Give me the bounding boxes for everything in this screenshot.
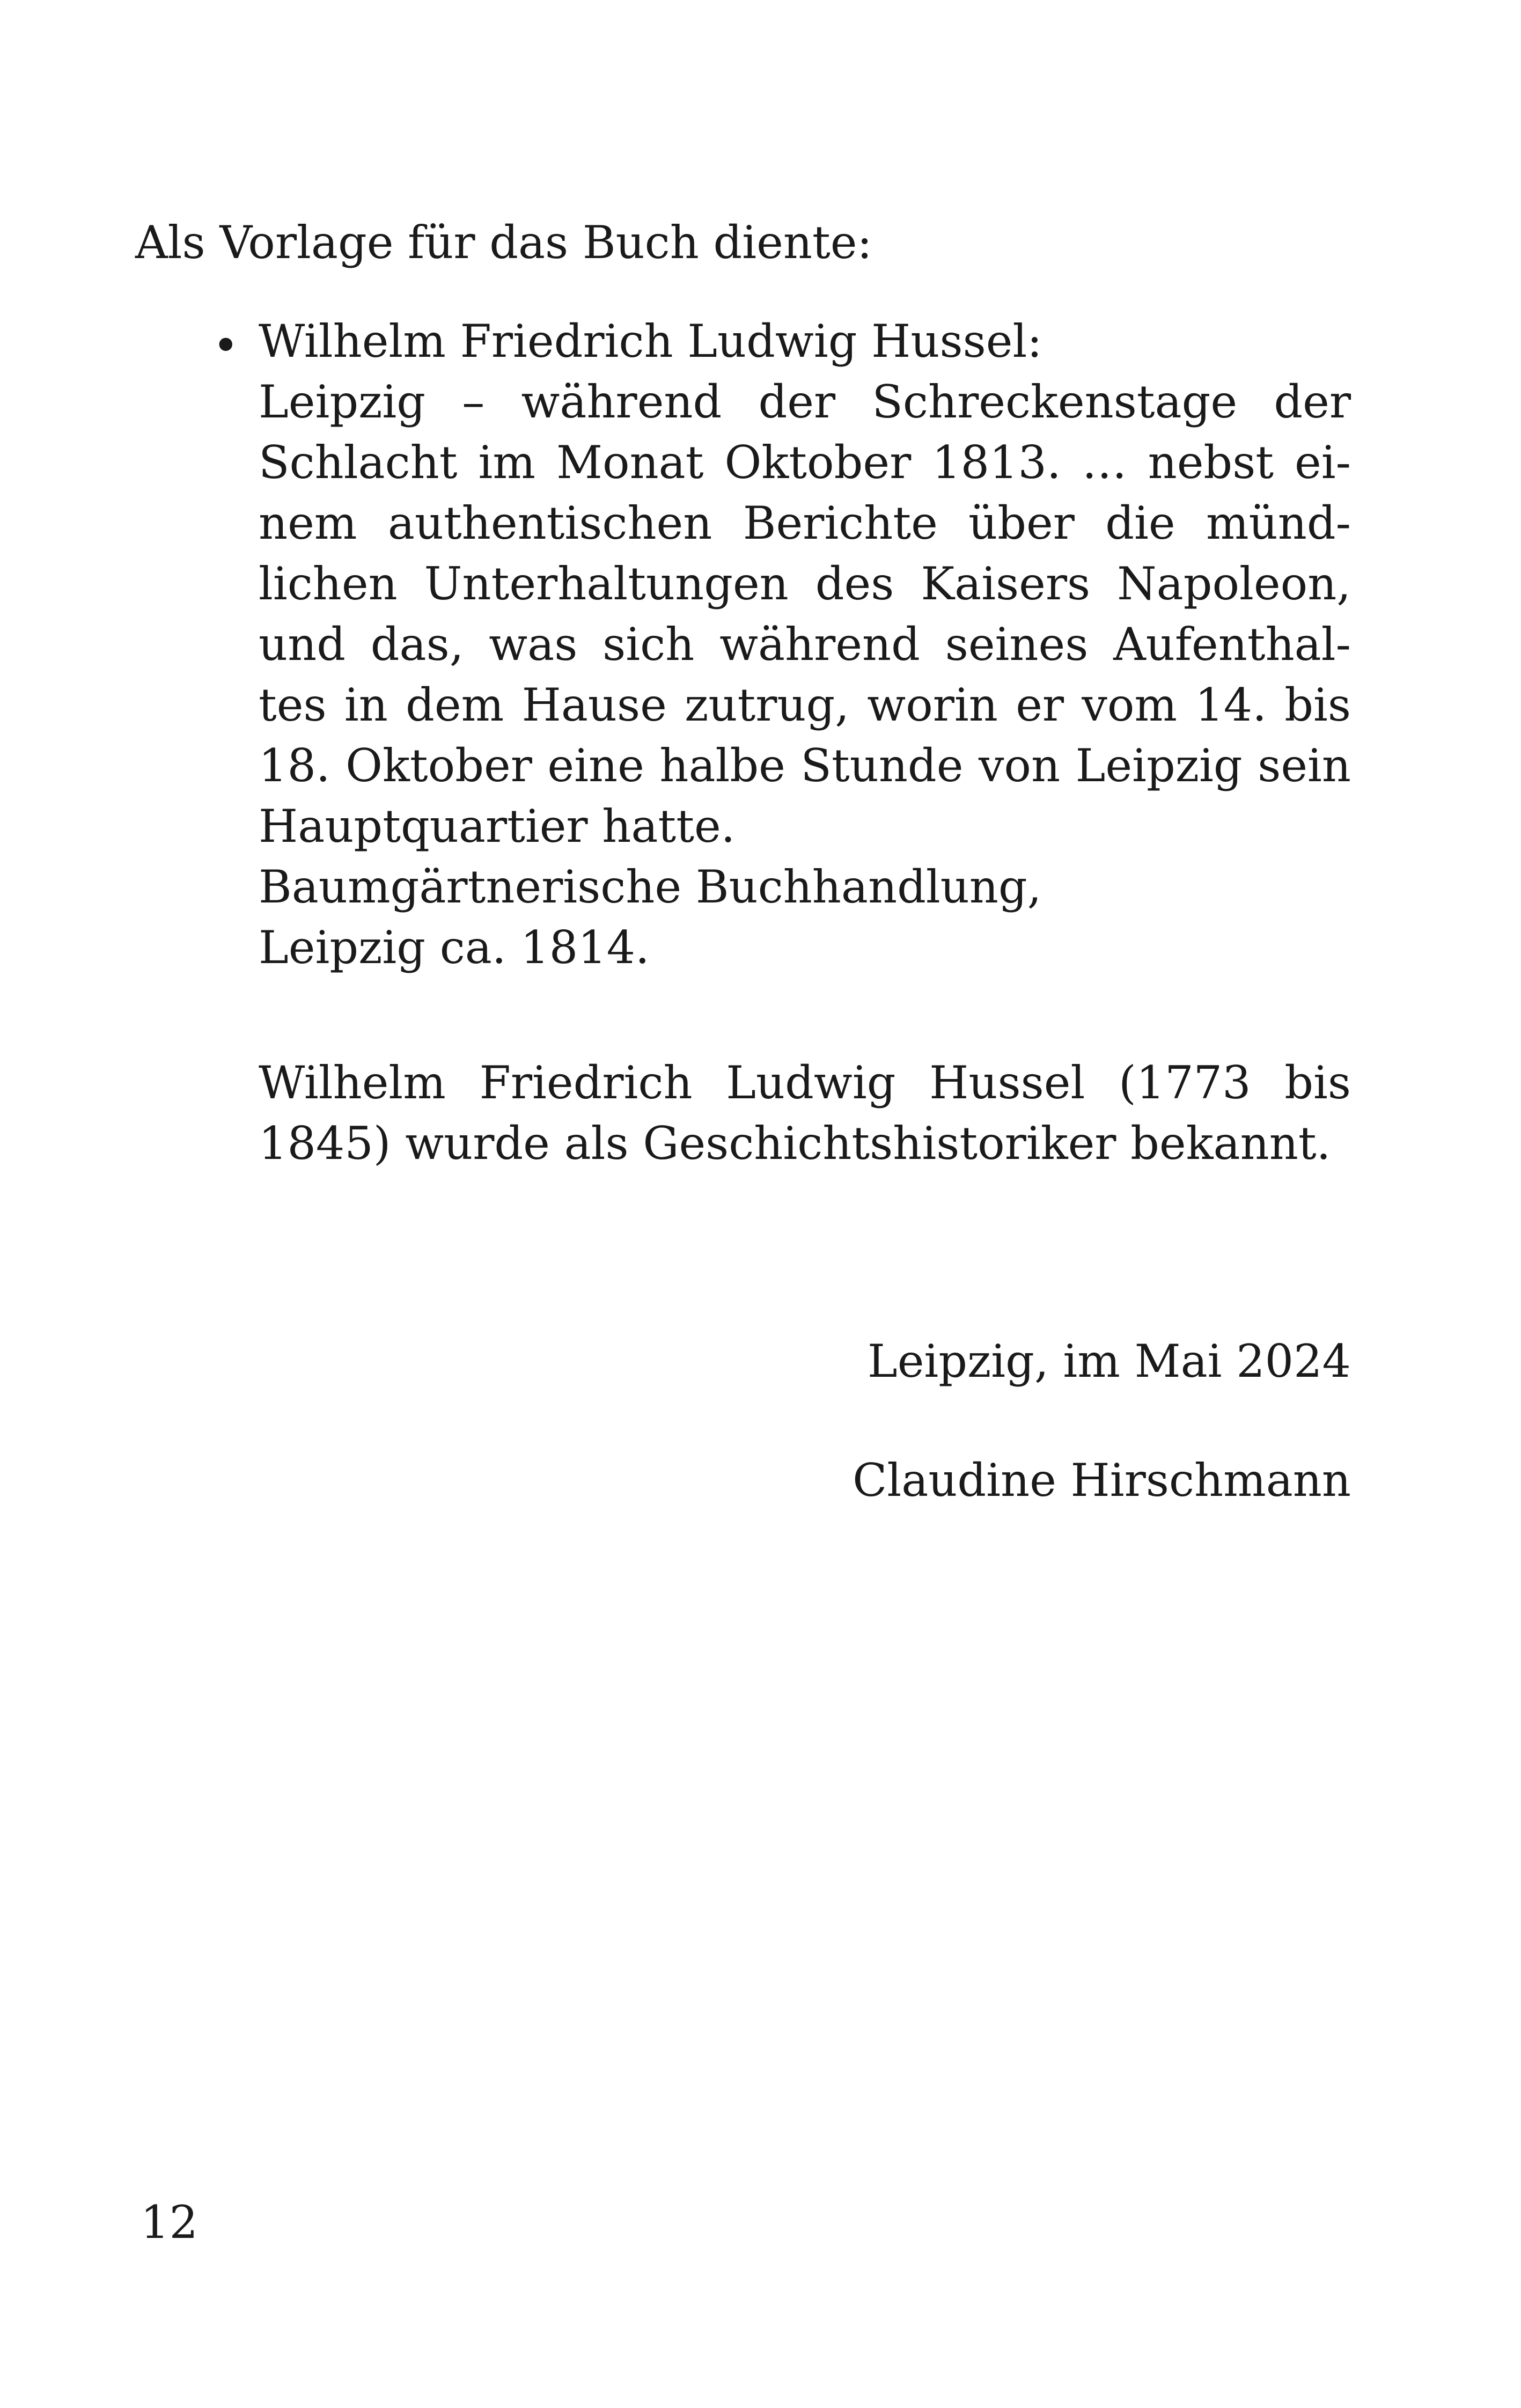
- author-note: [259, 1053, 1351, 1174]
- author-signature: Claudine Hirschmann: [853, 1454, 1351, 1507]
- source-citation: [212, 311, 1351, 978]
- citation-line: Wilhelm Friedrich Ludwig Hussel:: [259, 315, 1042, 368]
- note-line: 1845) wurde als Geschichtshistoriker bekannt.: [259, 1117, 1331, 1170]
- intro-text: Als Vorlage für das Buch diente:: [135, 216, 872, 269]
- citation-line: Schlacht im Monat Oktober 1813. … nebst ei-: [259, 436, 1351, 489]
- citation-line: lichen Unterhaltungen des Kaisers Napoleon,: [259, 557, 1351, 610]
- citation-line: Leipzig – während der Schreckenstage der: [259, 376, 1351, 428]
- place-date: Leipzig, im Mai 2024: [867, 1335, 1351, 1387]
- citation-line: 18. Oktober eine halbe Stunde von Leipzig sein: [259, 739, 1351, 792]
- citation-line: und das, was sich während seines Aufenthal-: [259, 618, 1351, 671]
- note-line: Wilhelm Friedrich Ludwig Hussel (1773 bis: [259, 1056, 1351, 1109]
- bullet-icon: •: [212, 319, 239, 372]
- page-number: 12: [141, 2196, 198, 2249]
- citation-line: Baumgärtnerische Buchhandlung,: [259, 861, 1042, 913]
- citation-line: Leipzig ca. 1814.: [259, 921, 650, 974]
- citation-line: tes in dem Hause zutrug, worin er vom 14. bis: [259, 679, 1351, 731]
- citation-line: Hauptquartier hatte.: [259, 800, 736, 853]
- citation-line: nem authentischen Berichte über die münd-: [259, 497, 1351, 549]
